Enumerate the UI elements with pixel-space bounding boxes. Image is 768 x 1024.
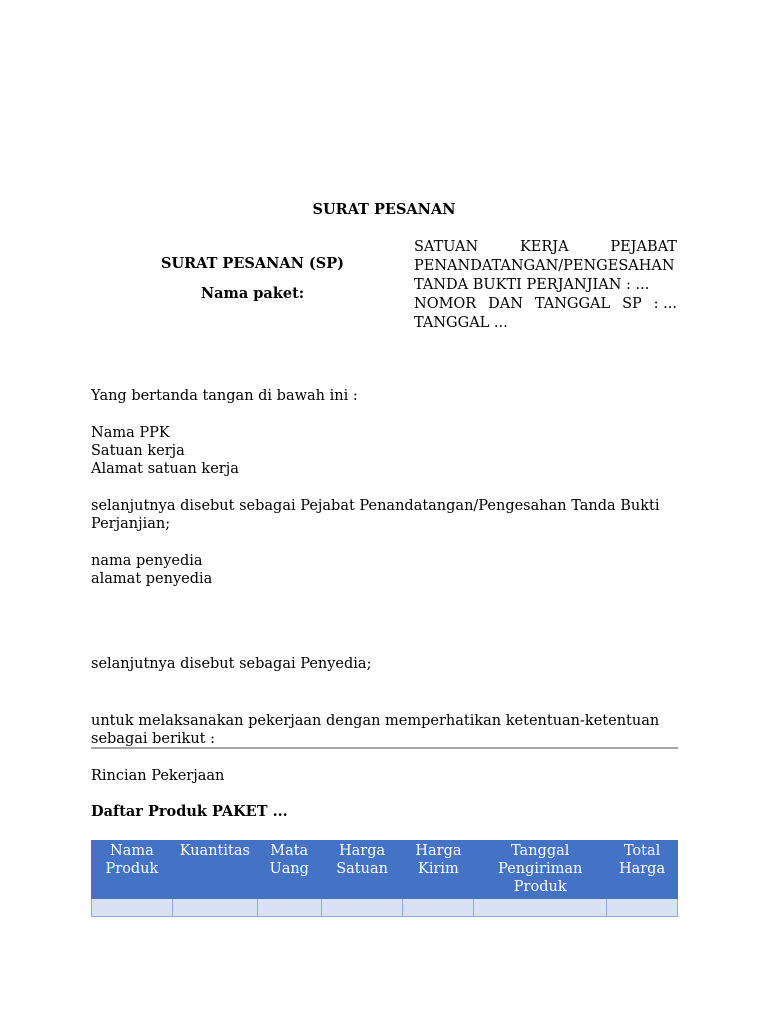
penyedia-reference: selanjutnya disebut sebagai Penyedia;	[91, 656, 372, 672]
ketentuan-paragraph	[91, 712, 681, 748]
alamat-penyedia: alamat penyedia	[91, 571, 213, 587]
horizontal-divider	[91, 747, 678, 749]
right-line-1-word: KERJA	[519, 239, 569, 255]
header-line: Total	[623, 843, 661, 859]
pejabat-line-2: Perjanjian;	[91, 516, 171, 532]
header-line: Nama	[110, 843, 154, 859]
ketentuan-line-2: sebagai berikut :	[91, 731, 216, 747]
column-header-total-harga	[607, 841, 678, 899]
column-header-kuantitas	[172, 841, 257, 899]
table-cell	[607, 899, 678, 917]
pejabat-paragraph	[91, 497, 681, 533]
penyedia-block	[91, 552, 681, 588]
alamat-satuan-kerja: Alamat satuan kerja	[91, 461, 239, 477]
right-line-4-word: NOMOR	[414, 296, 477, 312]
column-header-tanggal-pengiriman-produk	[474, 841, 607, 899]
table-header-row	[92, 841, 678, 899]
header-line: Harga	[415, 843, 462, 859]
table-cell	[92, 899, 173, 917]
column-header-harga-satuan	[321, 841, 403, 899]
pejabat-line-1: selanjutnya disebut sebagai Pejabat Penandatangan/Pengesahan Tanda Bukti	[91, 498, 660, 514]
nama-penyedia: nama penyedia	[91, 553, 203, 569]
right-line-4-word: : ...	[653, 296, 677, 312]
daftar-produk-heading: Daftar Produk PAKET ...	[91, 803, 288, 820]
ketentuan-line-1: untuk melaksanakan pekerjaan dengan memperhatikan ketentuan-ketentuan	[91, 713, 660, 729]
right-line-5: TANGGAL ...	[414, 315, 508, 331]
header-line: Uang	[269, 861, 309, 877]
satuan-kerja: Satuan kerja	[91, 443, 185, 459]
right-line-1-word: PEJABAT	[610, 239, 677, 255]
column-header-nama-produk	[92, 841, 173, 899]
intro-text: Yang bertanda tangan di bawah ini :	[91, 388, 358, 404]
product-table	[91, 840, 678, 917]
header-line: Harga	[338, 843, 386, 859]
header-line: Produk	[105, 861, 159, 877]
ppk-block	[91, 424, 681, 478]
header-right-block	[414, 238, 677, 333]
table-cell	[257, 899, 321, 917]
right-line-4-word: DAN	[488, 296, 523, 312]
right-line-4	[414, 295, 677, 314]
table-cell	[403, 899, 474, 917]
table-row	[92, 899, 678, 917]
right-line-4-word: TANGGAL	[534, 296, 611, 312]
header-line: Pengiriman	[498, 861, 583, 877]
nama-paket-label: Nama paket:	[200, 285, 305, 302]
sp-label: SURAT PESANAN (SP)	[160, 255, 345, 272]
header-line: Kuantitas	[179, 843, 250, 859]
right-line-3: TANDA BUKTI PERJANJIAN : ...	[414, 277, 650, 293]
table-cell	[172, 899, 257, 917]
right-line-4-word: SP	[622, 296, 642, 312]
header-line: Produk	[513, 879, 567, 895]
header-line: Tanggal	[511, 843, 570, 859]
column-header-mata-uang	[257, 841, 321, 899]
header-line: Mata	[270, 843, 309, 859]
right-line-1-word: SATUAN	[414, 239, 479, 255]
table-cell	[474, 899, 607, 917]
right-line-2: PENANDATANGAN/PENGESAHAN	[414, 258, 675, 274]
header-line: Harga	[618, 861, 666, 877]
table-cell	[321, 899, 403, 917]
column-header-harga-kirim	[403, 841, 474, 899]
header-line: Kirim	[418, 861, 459, 877]
right-line-1	[414, 238, 677, 257]
nama-ppk: Nama PPK	[91, 425, 170, 441]
rincian-pekerjaan: Rincian Pekerjaan	[91, 768, 225, 784]
document-title: SURAT PESANAN	[312, 201, 456, 218]
header-line: Satuan	[336, 861, 388, 877]
